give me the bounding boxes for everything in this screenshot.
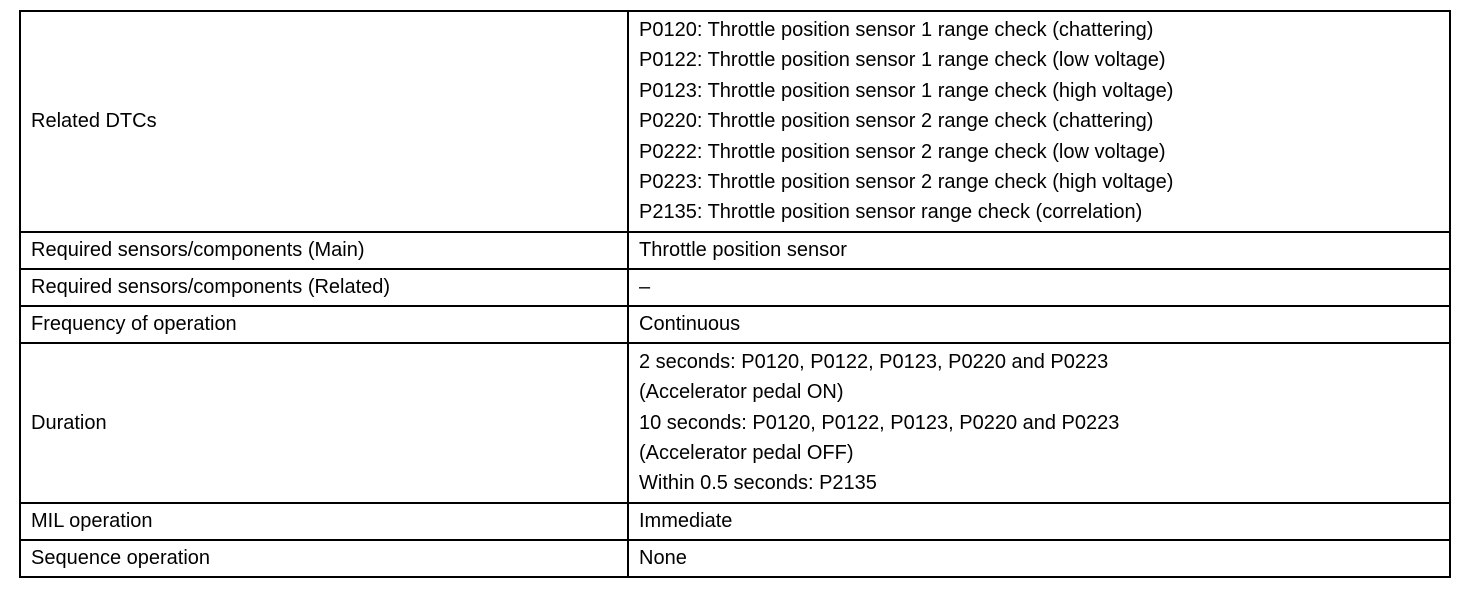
dtc-line: P0123: Throttle position sensor 1 range check (high voltage) [639,79,1174,102]
value-line: None [639,547,687,570]
row-value [628,269,1450,306]
row-value [628,232,1450,269]
dtc-line: P0122: Throttle position sensor 1 range check (low voltage) [639,49,1166,72]
duration-line: (Accelerator pedal OFF) [639,442,854,465]
row-label: Related DTCs [20,11,628,232]
row-label: Required sensors/components (Main) [20,232,628,269]
duration-line: 2 seconds: P0120, P0122, P0123, P0220 and P0223 [639,350,1109,373]
table-row-required-sensors-related [20,269,1450,306]
value-line: – [639,276,651,299]
monitor-description-table [19,10,1451,578]
row-label: Required sensors/components (Related) [20,269,628,306]
value-line: Continuous [639,313,741,336]
value-line: Throttle position sensor [639,239,847,262]
table-row-sequence-operation [20,540,1450,577]
row-value [628,503,1450,540]
dtc-line: P2135: Throttle position sensor range check (correlation) [639,201,1143,224]
table-row-frequency-of-operation [20,306,1450,343]
value-line: Immediate [639,510,733,533]
dtc-line: P0222: Throttle position sensor 2 range check (low voltage) [639,140,1166,163]
row-value [628,343,1450,503]
table-row-related-dtcs [20,11,1450,232]
table-row-duration [20,343,1450,503]
table-row-mil-operation [20,503,1450,540]
dtc-line: P0223: Throttle position sensor 2 range check (high voltage) [639,171,1174,194]
table-row-required-sensors-main [20,232,1450,269]
dtc-line: P0220: Throttle position sensor 2 range check (chattering) [639,110,1154,133]
dtc-line: P0120: Throttle position sensor 1 range check (chattering) [639,19,1154,41]
row-label: MIL operation [20,503,628,540]
row-label: Frequency of operation [20,306,628,343]
duration-line: (Accelerator pedal ON) [639,381,844,404]
row-value [628,306,1450,343]
row-value [628,540,1450,577]
row-label: Duration [20,343,628,503]
row-label: Sequence operation [20,540,628,577]
duration-line: 10 seconds: P0120, P0122, P0123, P0220 and P0223 [639,411,1120,434]
duration-line: Within 0.5 seconds: P2135 [639,472,877,495]
row-value [628,11,1450,232]
